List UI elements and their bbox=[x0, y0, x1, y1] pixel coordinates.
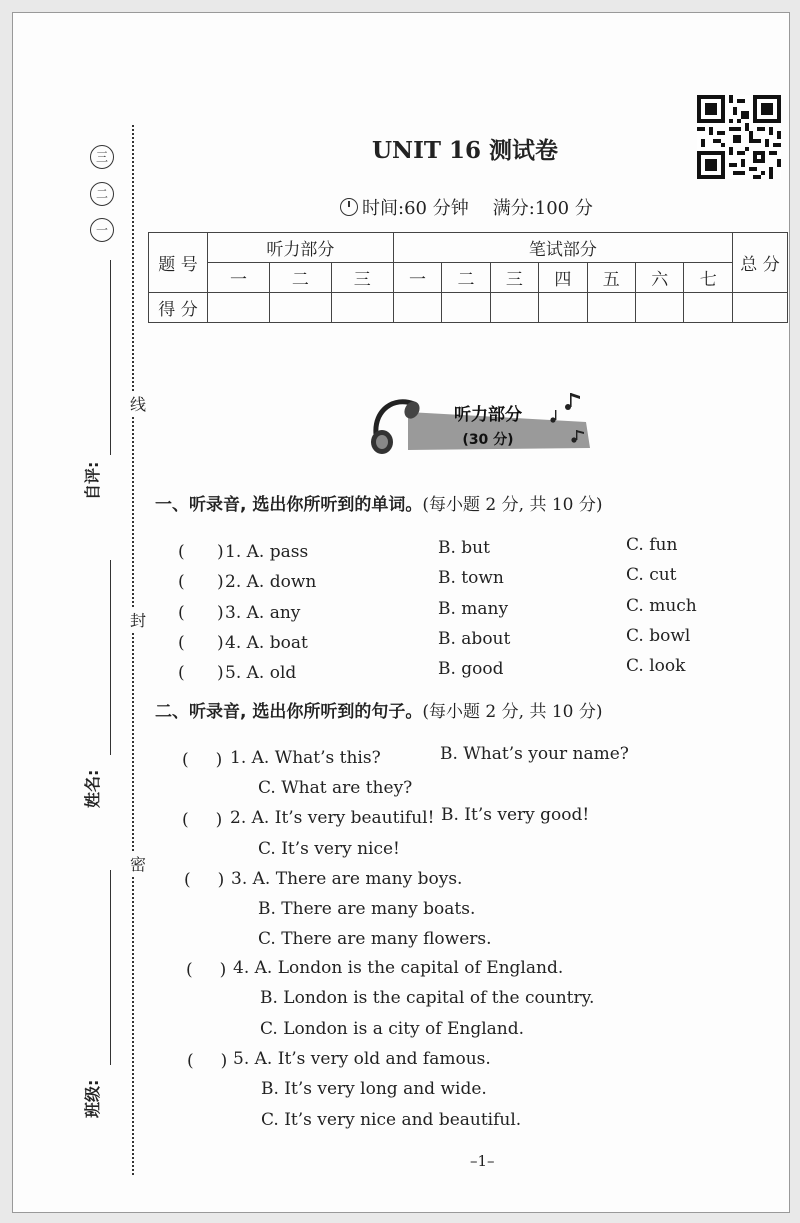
item-number: 2. bbox=[225, 572, 242, 592]
answer-blank[interactable]: ( ) bbox=[182, 810, 223, 830]
score-table bbox=[148, 232, 788, 323]
section2-note: (每小题 2 分, 共 10 分) bbox=[422, 702, 603, 722]
option-c: C. It’s very nice and beautiful. bbox=[261, 1110, 522, 1130]
option-a: A. old bbox=[246, 663, 297, 683]
seal-word-mi: 密 bbox=[128, 852, 148, 875]
listening-banner bbox=[368, 390, 592, 460]
written-col-2: 二 bbox=[442, 263, 490, 293]
answer-blank[interactable]: ( ) bbox=[178, 633, 224, 653]
seal-word-xian: 线 bbox=[128, 392, 148, 415]
circle-number-1: 一 bbox=[90, 218, 114, 242]
option-c: C. look bbox=[626, 656, 686, 676]
written-col-1: 一 bbox=[393, 263, 441, 293]
option-c: C. cut bbox=[626, 565, 677, 585]
score-cell[interactable] bbox=[636, 293, 684, 323]
answer-blank[interactable]: ( ) bbox=[182, 750, 223, 770]
item-option-a bbox=[225, 603, 300, 623]
item-number: 3. bbox=[225, 603, 242, 623]
item-number: 5. bbox=[233, 1049, 250, 1069]
score-cell[interactable] bbox=[587, 293, 635, 323]
circle-number-2: 二 bbox=[90, 182, 114, 206]
row-label-question: 题 号 bbox=[149, 233, 208, 293]
class-label: 班级: bbox=[83, 1079, 102, 1118]
item-number: 4. bbox=[233, 958, 250, 978]
item-option-a bbox=[225, 633, 308, 653]
option-b: B. London is the capital of the country. bbox=[260, 988, 595, 1008]
option-c: C. fun bbox=[626, 535, 678, 555]
listening-col-1: 一 bbox=[208, 263, 270, 293]
option-c: C. London is a city of England. bbox=[260, 1019, 525, 1039]
score-cell[interactable] bbox=[684, 293, 733, 323]
answer-blank[interactable]: ( ) bbox=[178, 542, 224, 562]
written-col-6: 六 bbox=[636, 263, 684, 293]
item-option-a bbox=[225, 542, 308, 562]
name-line[interactable] bbox=[110, 560, 111, 755]
page-title: UNIT 16 测试卷 bbox=[372, 137, 558, 164]
qr-code-icon bbox=[697, 93, 781, 181]
option-c: C. much bbox=[626, 596, 697, 616]
item-option-a bbox=[231, 869, 462, 889]
section1-title: 一、听录音, 选出你所听到的单词。 bbox=[155, 495, 423, 515]
score-cell[interactable] bbox=[539, 293, 587, 323]
name-label: 姓名: bbox=[83, 769, 102, 808]
time-limit: 时间:60 分钟 bbox=[362, 198, 469, 219]
option-b: B. town bbox=[438, 568, 504, 588]
item-option-a bbox=[230, 748, 381, 768]
option-a: A. What’s this? bbox=[251, 748, 381, 768]
score-cell-total[interactable] bbox=[733, 293, 788, 323]
score-cell[interactable] bbox=[331, 293, 393, 323]
banner-title: 听力部分 bbox=[454, 405, 522, 425]
item-option-a bbox=[233, 1049, 491, 1069]
written-col-4: 四 bbox=[539, 263, 587, 293]
full-score: 满分:100 分 bbox=[492, 198, 593, 219]
answer-blank[interactable]: ( ) bbox=[178, 663, 224, 683]
item-number: 2. bbox=[230, 808, 247, 828]
option-b: B. It’s very good! bbox=[441, 805, 590, 825]
option-a: A. London is the capital of England. bbox=[254, 958, 564, 978]
option-a: A. pass bbox=[246, 542, 309, 562]
written-group-header: 笔试部分 bbox=[393, 233, 732, 263]
circle-number-3: 三 bbox=[90, 145, 114, 169]
option-a: A. There are many boys. bbox=[252, 869, 463, 889]
answer-blank[interactable]: ( ) bbox=[178, 572, 224, 592]
score-cell[interactable] bbox=[490, 293, 538, 323]
item-option-a bbox=[225, 572, 316, 592]
score-cell[interactable] bbox=[393, 293, 441, 323]
option-c: C. It’s very nice! bbox=[258, 839, 400, 859]
answer-blank[interactable]: ( ) bbox=[184, 870, 225, 890]
page-number: –1– bbox=[470, 1152, 495, 1170]
option-c: C. What are they? bbox=[258, 778, 413, 798]
item-number: 4. bbox=[225, 633, 242, 653]
item-number: 1. bbox=[230, 748, 247, 768]
written-col-7: 七 bbox=[684, 263, 733, 293]
banner-points: (30 分) bbox=[462, 432, 514, 448]
self-eval-label: 自评: bbox=[83, 461, 102, 500]
item-option-a bbox=[230, 808, 434, 828]
listening-col-3: 三 bbox=[331, 263, 393, 293]
answer-blank[interactable]: ( ) bbox=[186, 960, 227, 980]
self-eval-line[interactable] bbox=[110, 260, 111, 455]
option-c: C. There are many flowers. bbox=[258, 929, 492, 949]
clock-icon bbox=[340, 198, 358, 216]
answer-blank[interactable]: ( ) bbox=[187, 1051, 228, 1071]
item-number: 1. bbox=[225, 542, 242, 562]
listening-col-2: 二 bbox=[269, 263, 331, 293]
row-label-score: 得 分 bbox=[149, 293, 208, 323]
option-b: B. What’s your name? bbox=[440, 744, 629, 764]
class-line[interactable] bbox=[110, 870, 111, 1065]
option-a: A. boat bbox=[246, 633, 308, 653]
option-a: A. It’s very old and famous. bbox=[254, 1049, 491, 1069]
option-b: B. about bbox=[438, 629, 511, 649]
item-number: 5. bbox=[225, 663, 242, 683]
option-b: B. It’s very long and wide. bbox=[261, 1079, 487, 1099]
listening-group-header: 听力部分 bbox=[208, 233, 394, 263]
section1-note: (每小题 2 分, 共 10 分) bbox=[422, 495, 603, 515]
option-a: A. down bbox=[246, 572, 317, 592]
option-b: B. but bbox=[438, 538, 490, 558]
time-info bbox=[340, 194, 593, 220]
option-c: C. bowl bbox=[626, 626, 691, 646]
written-col-3: 三 bbox=[490, 263, 538, 293]
item-option-a bbox=[233, 958, 563, 978]
item-option-a bbox=[225, 663, 296, 683]
option-b: B. There are many boats. bbox=[258, 899, 476, 919]
item-number: 3. bbox=[231, 869, 248, 889]
answer-blank[interactable]: ( ) bbox=[178, 603, 224, 623]
option-a: A. any bbox=[246, 603, 301, 623]
option-b: B. many bbox=[438, 599, 509, 619]
score-cell[interactable] bbox=[269, 293, 331, 323]
score-cell[interactable] bbox=[442, 293, 490, 323]
written-col-5: 五 bbox=[587, 263, 635, 293]
binding-dashed-line bbox=[132, 125, 134, 1175]
total-header: 总 分 bbox=[733, 233, 788, 293]
option-a: A. It’s very beautiful! bbox=[251, 808, 435, 828]
section1-heading bbox=[155, 490, 603, 515]
score-cell[interactable] bbox=[208, 293, 270, 323]
seal-word-feng: 封 bbox=[128, 608, 148, 631]
option-b: B. good bbox=[438, 659, 504, 679]
section2-title: 二、听录音, 选出你所听到的句子。 bbox=[155, 702, 423, 722]
section2-heading bbox=[155, 697, 603, 722]
